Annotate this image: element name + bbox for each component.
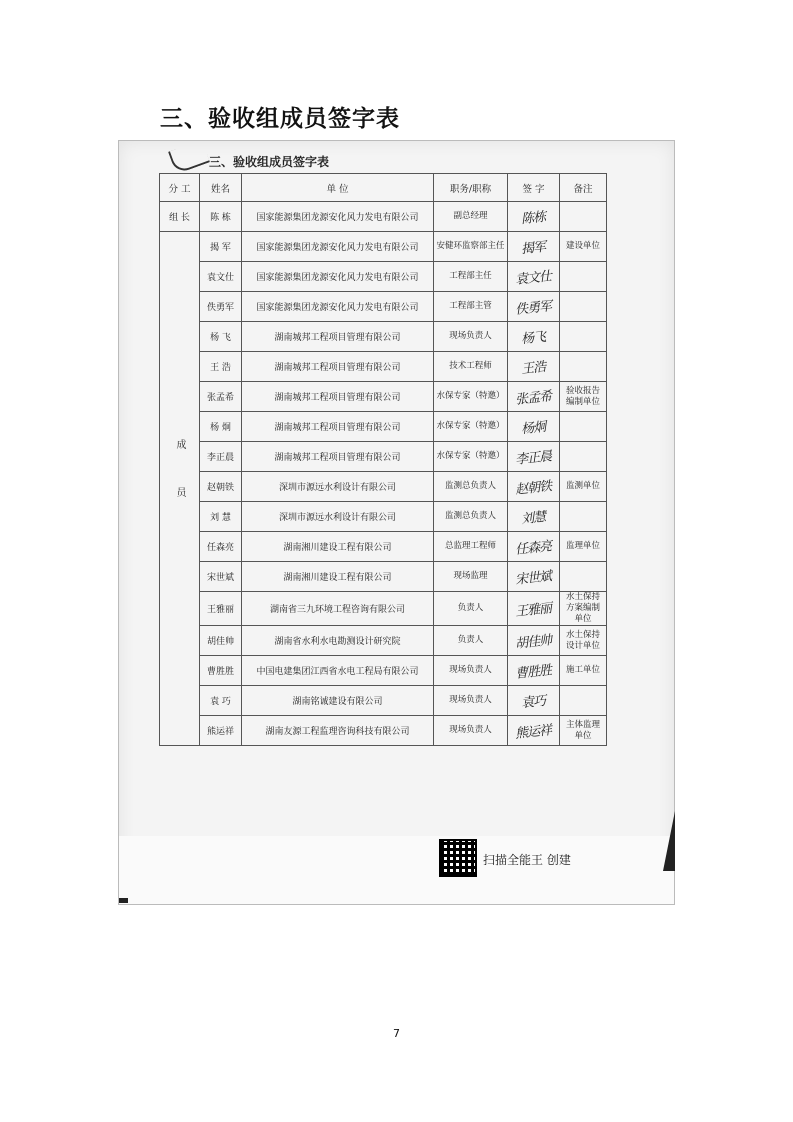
member-role: 负责人 bbox=[434, 626, 508, 656]
member-org: 中国电建集团江西省水电工程局有限公司 bbox=[242, 656, 434, 686]
member-note bbox=[560, 442, 607, 472]
handwritten-signature: 刘慧 bbox=[520, 509, 547, 528]
member-signature bbox=[508, 532, 560, 562]
member-signature bbox=[508, 502, 560, 532]
table-row bbox=[160, 322, 607, 352]
staple-mark bbox=[168, 140, 210, 175]
member-signature bbox=[508, 232, 560, 262]
member-signature bbox=[508, 626, 560, 656]
member-role: 水保专家（特邀） bbox=[434, 382, 508, 412]
member-org: 湖南城邦工程项目管理有限公司 bbox=[242, 382, 434, 412]
member-org: 国家能源集团龙源安化风力发电有限公司 bbox=[242, 262, 434, 292]
member-org: 湖南省水利水电勘测设计研究院 bbox=[242, 626, 434, 656]
member-org: 湖南城邦工程项目管理有限公司 bbox=[242, 322, 434, 352]
member-name: 揭 军 bbox=[200, 232, 242, 262]
handwritten-signature: 宋世斌 bbox=[515, 569, 553, 588]
member-org: 国家能源集团龙源安化风力发电有限公司 bbox=[242, 292, 434, 322]
table-row bbox=[160, 382, 607, 412]
member-name: 胡佳帅 bbox=[200, 626, 242, 656]
member-org: 湖南城邦工程项目管理有限公司 bbox=[242, 412, 434, 442]
member-name: 袁文仕 bbox=[200, 262, 242, 292]
member-signature bbox=[508, 412, 560, 442]
member-org: 湖南铭诚建设有限公司 bbox=[242, 686, 434, 716]
member-note: 监测单位 bbox=[560, 472, 607, 502]
member-role: 负责人 bbox=[434, 592, 508, 626]
member-note bbox=[560, 686, 607, 716]
member-role: 监测总负责人 bbox=[434, 472, 508, 502]
handwritten-signature: 熊运祥 bbox=[515, 723, 553, 742]
qr-code-icon bbox=[441, 841, 475, 875]
member-note: 施工单位 bbox=[560, 656, 607, 686]
member-signature bbox=[508, 202, 560, 232]
member-name: 王 浩 bbox=[200, 352, 242, 382]
member-name: 任森亮 bbox=[200, 532, 242, 562]
table-row bbox=[160, 686, 607, 716]
header-org: 单 位 bbox=[242, 174, 434, 202]
handwritten-signature: 胡佳帅 bbox=[515, 633, 553, 652]
member-role: 监测总负责人 bbox=[434, 502, 508, 532]
member-name: 杨 飞 bbox=[200, 322, 242, 352]
handwritten-signature: 杨飞 bbox=[520, 329, 547, 348]
header-note: 备注 bbox=[560, 174, 607, 202]
handwritten-signature: 曹胜胜 bbox=[515, 663, 553, 682]
member-signature bbox=[508, 262, 560, 292]
member-name: 宋世斌 bbox=[200, 562, 242, 592]
member-role: 水保专家（特邀） bbox=[434, 442, 508, 472]
member-note bbox=[560, 502, 607, 532]
member-role: 技术工程师 bbox=[434, 352, 508, 382]
member-signature bbox=[508, 592, 560, 626]
table-row bbox=[160, 232, 607, 262]
handwritten-signature: 张孟希 bbox=[515, 389, 553, 408]
handwritten-signature: 杨炯 bbox=[520, 419, 547, 438]
member-note bbox=[560, 412, 607, 442]
member-name: 熊运祥 bbox=[200, 716, 242, 746]
member-role: 总监理工程师 bbox=[434, 532, 508, 562]
table-row bbox=[160, 202, 607, 232]
member-role: 现场监理 bbox=[434, 562, 508, 592]
member-org: 国家能源集团龙源安化风力发电有限公司 bbox=[242, 232, 434, 262]
scanned-form bbox=[118, 140, 675, 905]
member-org: 深圳市源远水利设计有限公司 bbox=[242, 472, 434, 502]
scan-title: 三、验收组成员签字表 bbox=[209, 155, 330, 169]
table-header-row bbox=[160, 174, 607, 202]
member-org: 深圳市源远水利设计有限公司 bbox=[242, 502, 434, 532]
scan-footer-area bbox=[119, 836, 674, 904]
member-note bbox=[560, 352, 607, 382]
member-name: 袁 巧 bbox=[200, 686, 242, 716]
member-role: 安健环监察部主任 bbox=[434, 232, 508, 262]
member-note bbox=[560, 292, 607, 322]
table-row bbox=[160, 626, 607, 656]
member-org: 国家能源集团龙源安化风力发电有限公司 bbox=[242, 202, 434, 232]
table-body bbox=[160, 202, 607, 746]
table-row bbox=[160, 656, 607, 686]
member-org: 湖南湘川建设工程有限公司 bbox=[242, 532, 434, 562]
member-signature bbox=[508, 442, 560, 472]
member-role: 现场负责人 bbox=[434, 686, 508, 716]
member-org: 湖南城邦工程项目管理有限公司 bbox=[242, 442, 434, 472]
member-name: 李正晨 bbox=[200, 442, 242, 472]
member-signature bbox=[508, 292, 560, 322]
member-role: 现场负责人 bbox=[434, 716, 508, 746]
member-org: 湖南友源工程监理咨询科技有限公司 bbox=[242, 716, 434, 746]
member-org: 湖南省三九环境工程咨询有限公司 bbox=[242, 592, 434, 626]
member-note: 建设单位 bbox=[560, 232, 607, 262]
handwritten-signature: 李正晨 bbox=[515, 449, 553, 468]
member-name: 佚勇军 bbox=[200, 292, 242, 322]
page-heading: 三、验收组成员签字表 bbox=[160, 106, 400, 132]
table-row bbox=[160, 412, 607, 442]
table-row bbox=[160, 352, 607, 382]
member-note: 主体监理单位 bbox=[560, 716, 607, 746]
member-name: 刘 慧 bbox=[200, 502, 242, 532]
member-signature bbox=[508, 716, 560, 746]
member-name: 杨 炯 bbox=[200, 412, 242, 442]
header-division: 分 工 bbox=[160, 174, 200, 202]
member-role: 工程部主管 bbox=[434, 292, 508, 322]
handwritten-signature: 王浩 bbox=[520, 359, 547, 378]
member-name: 赵朝铁 bbox=[200, 472, 242, 502]
member-signature bbox=[508, 382, 560, 412]
member-role: 副总经理 bbox=[434, 202, 508, 232]
member-name: 张孟希 bbox=[200, 382, 242, 412]
table-row bbox=[160, 716, 607, 746]
member-role: 工程部主任 bbox=[434, 262, 508, 292]
handwritten-signature: 佚勇军 bbox=[515, 299, 553, 318]
table-row bbox=[160, 562, 607, 592]
member-org: 湖南城邦工程项目管理有限公司 bbox=[242, 352, 434, 382]
member-signature bbox=[508, 472, 560, 502]
handwritten-signature: 任森亮 bbox=[515, 539, 553, 558]
member-role: 水保专家（特邀） bbox=[434, 412, 508, 442]
header-signature: 签 字 bbox=[508, 174, 560, 202]
table-row bbox=[160, 292, 607, 322]
handwritten-signature: 王雅丽 bbox=[515, 601, 553, 620]
table-row bbox=[160, 502, 607, 532]
handwritten-signature: 袁巧 bbox=[520, 693, 547, 712]
table-row bbox=[160, 262, 607, 292]
table-row bbox=[160, 472, 607, 502]
member-note bbox=[560, 262, 607, 292]
member-role: 现场负责人 bbox=[434, 322, 508, 352]
scan-corner-mark bbox=[119, 898, 128, 903]
member-signature bbox=[508, 562, 560, 592]
member-note: 验收报告编制单位 bbox=[560, 382, 607, 412]
member-note: 监理单位 bbox=[560, 532, 607, 562]
member-note: 水土保持方案编制单位 bbox=[560, 592, 607, 626]
handwritten-signature: 揭军 bbox=[520, 239, 547, 258]
member-name: 王雅丽 bbox=[200, 592, 242, 626]
member-name: 曹胜胜 bbox=[200, 656, 242, 686]
table-row bbox=[160, 592, 607, 626]
group-leader-label: 组 长 bbox=[160, 202, 200, 232]
member-note bbox=[560, 322, 607, 352]
members-label-text: 成员 bbox=[174, 439, 185, 535]
handwritten-signature: 陈栋 bbox=[520, 209, 547, 228]
header-name: 姓名 bbox=[200, 174, 242, 202]
page-number: 7 bbox=[393, 1027, 400, 1040]
member-signature bbox=[508, 352, 560, 382]
handwritten-signature: 袁文仕 bbox=[515, 269, 553, 288]
header-role: 职务/职称 bbox=[434, 174, 508, 202]
table-row bbox=[160, 532, 607, 562]
member-note bbox=[560, 562, 607, 592]
members-label bbox=[160, 232, 200, 746]
camscanner-watermark: 扫描全能王 创建 bbox=[483, 853, 571, 867]
signature-table bbox=[159, 173, 607, 746]
member-role: 现场负责人 bbox=[434, 656, 508, 686]
table-row bbox=[160, 442, 607, 472]
member-name: 陈 栋 bbox=[200, 202, 242, 232]
member-signature bbox=[508, 686, 560, 716]
member-note bbox=[560, 202, 607, 232]
member-signature bbox=[508, 656, 560, 686]
member-signature bbox=[508, 322, 560, 352]
handwritten-signature: 赵朝铁 bbox=[515, 479, 553, 498]
member-org: 湖南湘川建设工程有限公司 bbox=[242, 562, 434, 592]
member-note: 水土保持设计单位 bbox=[560, 626, 607, 656]
